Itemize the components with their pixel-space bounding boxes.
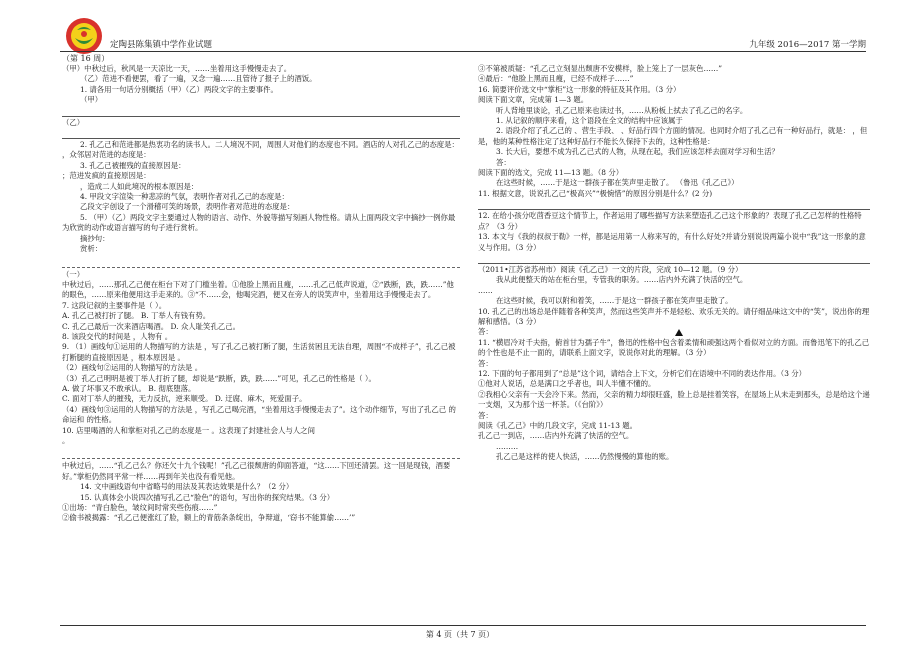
reading-instruction-3: （2011•江苏省苏州市）阅读《孔乙己》一文的片段，完成 10—12 题。（9 分） xyxy=(478,264,743,274)
school-name: 定陶县陈集镇中学作业试题 xyxy=(110,40,213,50)
question-9-options-ab: A. 做了坏事又不敢承认。 B. 彻底堕落。 xyxy=(62,383,196,393)
question-r3: 3. 长大后，要想不成为孔乙己式的人物，从现在起，我们应该怎样去面对学习和生活？ xyxy=(496,147,779,157)
question-15-item-1: ①出场：“青白脸色，皱纹间时常夹些伤痕……” xyxy=(62,503,218,513)
question-15-item-3: ③不第被质疑：“孔乙己立刻显出颓唐不安模样，脸上笼上了一层灰色……” xyxy=(478,64,723,73)
question-7-options-ab: A. 孔乙己被打折了腿。 B. 丁举人有钱有势。 xyxy=(62,311,211,321)
ellipsis: ……… xyxy=(496,441,519,451)
page-header xyxy=(0,0,920,70)
question-8: 8. 该段交代的时间是 ，人物有 。 xyxy=(62,331,173,341)
answer-label: 答： xyxy=(478,327,870,337)
question-13: 13. 本文与《我的叔叔于勒》一样，都是运用第一人称来写的，有什么好处?并请分别说说两篇小说中“我”这一形象的意义与作用。（3 分） xyxy=(478,232,866,252)
question-9-4: （4）画线句③运用的人物描写的方法是 ，写孔乙己喝完酒，“坐着用这手慢慢走去了”。这个动作细节，写出了孔乙己 的命运和 的性格。 xyxy=(62,404,456,425)
passage-two: 中秋过后，……“孔乙己么？你还欠十九个钱呢！”孔乙己很颓唐的仰面答道，“这……下回还清罢。这一回是现钱，酒要好。”掌柜仍然同平常一样……再到年关也没有看见他。 xyxy=(62,461,451,481)
right-column xyxy=(478,64,870,624)
answer-yi-label: （乙） xyxy=(62,117,85,127)
question-12-r: 12. 下面的句子都用到了“总是”这个词，请结合上下文，分析它们在语境中不同的表达作用。（3 分） xyxy=(478,368,807,378)
question-7-options-cd: C. 孔乙己最后一次来酒店喝酒。 D. 众人耻笑孔乙己。 xyxy=(62,321,241,331)
week-label: （第 16 周） xyxy=(62,54,110,63)
ellipsis: …… xyxy=(478,285,493,295)
question-15: 15. 认真体会小说四次描写孔乙己“脸色”的语句，写出你的探究结果。（3 分） xyxy=(80,492,335,502)
question-1: 1. 请各用一句话分别概括（甲）（乙）两段文字的主要事件。 xyxy=(80,84,278,94)
question-11: 11. 根据文意，说说孔乙己“极高兴”“极惋惜”的原因分别是什么？(2 分) xyxy=(478,188,713,198)
question-14: 14. 文中画线语句中省略号的用法及其表达效果是什么？（2 分） xyxy=(80,482,294,492)
answer-jia-label: （甲） xyxy=(80,95,103,105)
triangle-marker-icon xyxy=(675,329,683,336)
passage-one: 中秋过后，……那孔乙己便在柜台下对了门槛坐着。①他脸上黑而且瘦，……孔乙己低声说道，②“跌断，跌，跌……”他的眼色，……原来他便用这手走来的。③“不……会，他喝完酒，便又在旁人的说笑声中，坐着用这手慢慢走去了。 xyxy=(62,279,454,300)
answer-label: 答： xyxy=(478,410,493,420)
question-10-r: 10. 孔乙己的出场总是伴随着各种笑声，然而这些笑声并不是轻松、欢乐无关的。请仔细品味这文中的“笑”，说出你的理解和感悟。（3 分） xyxy=(478,306,870,326)
answer-line xyxy=(62,128,460,139)
question-r2: 2. 语段介绍了孔乙己的 、营生手段、 、好品行四个方面的情况。也同时介绍了孔乙己有一种好品行，就是： ，但是，他的某种性格注定了这种好品行不能长久保持下去的，这种性格是： xyxy=(478,126,868,146)
question-15-item-4: ④最后：“他脸上黑而且瘦，已经不成样子……” xyxy=(478,74,634,84)
question-2: 2. 孔乙己和范进都是热衷功名的读书人。二人境况不同，周围人对他们的态度也不同。酒店的人对孔乙己的态度是： xyxy=(80,140,459,150)
appreciation-label: 赏析： xyxy=(80,244,103,254)
reading-instruction-4: 阅读《孔乙己》中的几段文字，完成 11-13 题。 xyxy=(478,421,638,430)
question-16: 16. 简要评价选文中“掌柜”这一形象的特征及其作用。（3 分） xyxy=(478,84,681,94)
grade-term: 九年级 2016—2017 第一学期 xyxy=(749,40,866,50)
question-9-1: 9. （1）画线句①运用的人物描写的方法是 ，写了孔乙己被打断了腿，生活贫困且无法自理，周围“不成样子”，孔乙己被打断腿的直接原因是 ，根本原因是 。 xyxy=(62,342,456,362)
passage-five: 我从此便整天的站在柜台里，专管我的职务。……店内外充满了快活的空气。 xyxy=(496,275,748,285)
answer-line xyxy=(62,106,460,117)
left-column xyxy=(62,64,460,624)
question-9-2: （2）画线句②运用的人物描写的方法是 。 xyxy=(62,363,203,373)
section-divider xyxy=(62,448,460,459)
reading-instruction-2: 阅读下面的选文，完成 11—13 题。（8 分） xyxy=(478,168,624,178)
question-7: 7. 这段记叙的主要事件是（ ）。 xyxy=(62,300,167,310)
question-5: 5. （甲）（乙）两段文字主要通过人物的语言、动作、外貌等描写刻画人物性格。请从上面两段文字中摘抄一例你最为欣赏的动作或语言描写的句子进行赏析。 xyxy=(62,212,456,233)
footer-divider xyxy=(60,625,866,626)
header-divider xyxy=(60,51,866,52)
passage-yi: （乙）范进不看便罢，看了一遍，又念一遍……且管待了报子上的酒饭。 xyxy=(80,74,317,84)
reading-instruction: 阅读下面文章，完成第 1—3 题。 xyxy=(478,95,589,105)
question-4: 4. 甲段文字渲染一种悲凉的气氛，表明作者对孔乙己的态度是： xyxy=(80,192,289,202)
passage-five-end: 在这些时候，我可以附和着笑，……于是这一群孩子都在笑声里走散了。 xyxy=(496,296,733,306)
answer-line xyxy=(478,253,870,264)
question-15-item-2: ②偷书被揭露：“孔乙己便涨红了脸，额上的青筋条条绽出，争辩道，‘窃书不能算偷……’” xyxy=(62,513,356,523)
answer-line xyxy=(478,199,870,210)
excerpt-label: 摘抄句： xyxy=(80,233,110,243)
question-r1: 1. 从记叙的顺序来看，这个语段在全文的结构中应该属于 xyxy=(496,116,683,126)
question-3-part: ；范进发疯的直接原因是： xyxy=(62,171,151,181)
passage-four: 在这些时候，……于是这一群孩子都在笑声里走散了。 （鲁迅《孔乙己》） xyxy=(496,178,739,188)
page-number: 第 4 页（共 7 页） xyxy=(425,630,495,639)
passage-six-end: 孔乙己是这样的使人快活，……仍然慢慢的算他的账。 xyxy=(496,452,674,462)
question-9-options-cd: C. 面对丁举人的摧残，无力反抗，逆来顺受。 D. 迂腐、麻木，死爱面子。 xyxy=(62,394,307,404)
question-10-end: 。 xyxy=(62,436,70,445)
passage-three: 听人背地里谈论，孔乙己原来也读过书，……从粉板上拭去了孔乙己的名字。 xyxy=(496,105,748,115)
question-12: 12. 在给小孩分吃茴香豆这个情节上，作者运用了哪些描写方法来塑造孔乙己这个形象的？表现了孔乙己怎样的性格特点？（3 分） xyxy=(478,211,862,231)
question-2-part: ，众邻居对范进的态度是： xyxy=(62,150,151,160)
passage-jia: （甲）中秋过后，秋风是一天凉比一天，……坐着用这手慢慢走去了。 xyxy=(62,64,292,73)
passage-six: 孔乙己一到店，……店内外充满了快活的空气。 xyxy=(478,431,634,441)
question-3: 3. 孔乙己被摧残的直接原因是： xyxy=(80,160,186,170)
answer-label: 答： xyxy=(478,358,493,368)
question-10: 10. 店里喝酒的人和掌柜对孔乙己的态度是一 。这表现了封建社会人与人之间 xyxy=(62,425,315,435)
question-11-r: 11. “横眉冷对千夫指，俯首甘为孺子牛”，鲁迅的性格中包含着柔情和顽强这两个看似对立的方面。而鲁迅笔下的孔乙己的个性也是不止一面的，请联系上面文字，说说你对此的理解。（3 分） xyxy=(478,337,870,358)
school-emblem-icon xyxy=(64,16,104,56)
answer-label: 答： xyxy=(496,157,511,167)
question-9-3: （3）孔乙己明明是被丁举人打折了腿，却说是“跌断，跌，跌……”可见，孔乙己的性格是（ ）。 xyxy=(62,373,376,383)
section-one-label: （一） xyxy=(62,269,85,279)
question-3-part: ，造成二人如此境况的根本原因是： xyxy=(80,181,199,191)
question-12-item-1: ①他对人说话，总是满口之乎者也，叫人半懂不懂的。 xyxy=(478,379,656,389)
question-4-part: 乙段文字创设了一个滑稽可笑的场景，表明作者对范进的态度是： xyxy=(80,202,295,212)
question-12-item-2: ②我相心父亲有一天会冷下来。然而，父亲的精力却很旺盛，脸上总是挂着笑容，在屋场上从未走到那头，总是给这个递一支烟，又为那个送一杯茶。（《台阶》） xyxy=(478,389,870,410)
section-divider xyxy=(62,257,460,268)
